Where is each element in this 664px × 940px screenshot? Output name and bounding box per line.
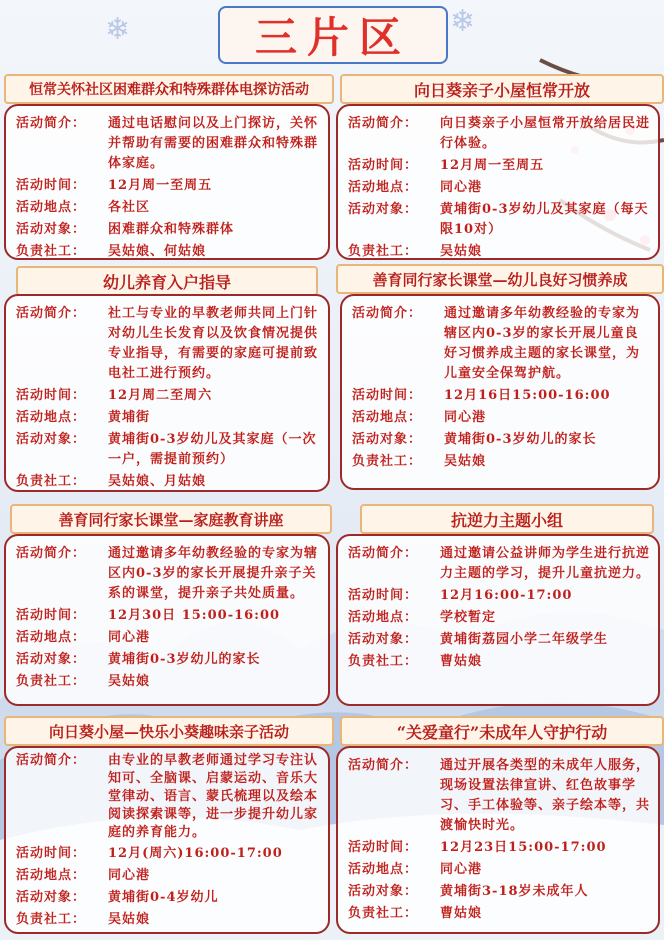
time-value: 12月周二至周六 <box>108 388 213 403</box>
place-value: 同心港 <box>108 868 151 883</box>
target-value: 黄埔街荔园小学二年级学生 <box>440 632 609 647</box>
intro-label: 活动简介： <box>16 546 87 561</box>
snowflake-icon: ❄ <box>450 4 476 39</box>
place-label: 活动地点： <box>348 180 419 195</box>
worker-label: 负责社工： <box>16 244 87 259</box>
time-value: 12月16日15:00-16:00 <box>444 388 611 403</box>
target-value: 黄埔街0-3岁幼儿的家长 <box>108 652 261 667</box>
time-label: 活动时间： <box>16 178 87 193</box>
intro-value: 社工与专业的早教老师共同上门针对幼儿生长发育以及饮食情况提供专业指导，有需要的家庭可提前致电社工进行预约。 <box>108 306 319 381</box>
worker-label: 负责社工： <box>16 674 87 689</box>
time-value: 12月23日15:00-17:00 <box>440 840 607 855</box>
time-label: 活动时间： <box>16 608 87 623</box>
intro-label: 活动简介： <box>348 546 419 561</box>
worker-label: 负责社工： <box>352 454 423 469</box>
time-value: 12月周一至周五 <box>440 158 545 173</box>
time-label: 活动时间： <box>348 840 419 855</box>
card-header: 向日葵亲子小屋恒常开放 <box>340 74 664 104</box>
time-value: 12月16:00-17:00 <box>440 588 573 603</box>
card-header: “关爱童行”未成年人守护行动 <box>340 716 664 746</box>
time-label: 活动时间： <box>348 158 419 173</box>
card-header: 恒常关怀社区困难群众和特殊群体电探访活动 <box>4 74 334 104</box>
activity-card <box>336 746 660 934</box>
intro-value: 通过邀请公益讲师为学生进行抗逆力主题的学习，提升儿童抗逆力。 <box>440 546 651 581</box>
activity-card <box>4 534 330 706</box>
time-value: 12月(周六)16:00-17:00 <box>108 846 283 861</box>
target-label: 活动对象： <box>348 202 419 217</box>
time-label: 活动时间： <box>16 388 87 403</box>
place-value: 黄埔街 <box>108 410 151 425</box>
time-value: 12月周一至周五 <box>108 178 213 193</box>
card-header: 抗逆力主题小组 <box>360 504 654 534</box>
target-value: 黄埔街0-3岁幼儿及其家庭（一次一户，需提前预约） <box>108 432 317 467</box>
worker-value: 曹姑娘 <box>440 906 483 921</box>
worker-label: 负责社工： <box>16 474 87 489</box>
worker-value: 吴姑娘 <box>108 674 151 689</box>
time-label: 活动时间： <box>348 588 419 603</box>
target-value: 黄埔街0-3岁幼儿的家长 <box>444 432 597 447</box>
worker-value: 吴姑娘、月姑娘 <box>108 474 207 489</box>
place-value: 各社区 <box>108 200 151 215</box>
activity-card <box>340 294 660 490</box>
target-label: 活动对象： <box>16 432 87 447</box>
intro-value: 通过开展各类型的未成年人服务，现场设置法律宣讲、红色故事学习、手工体验等、亲子绘本等，共渡愉快时光。 <box>440 758 651 833</box>
target-value: 黄埔街3-18岁未成年人 <box>440 884 589 899</box>
place-label: 活动地点： <box>16 410 87 425</box>
worker-value: 吴姑娘 <box>440 244 483 259</box>
intro-label: 活动简介： <box>348 758 419 773</box>
target-label: 活动对象： <box>352 432 423 447</box>
worker-value: 吴姑娘 <box>108 912 151 927</box>
place-label: 活动地点： <box>352 410 423 425</box>
target-label: 活动对象： <box>348 884 419 899</box>
worker-value: 吴姑娘、何姑娘 <box>108 244 207 259</box>
activity-card <box>4 104 330 260</box>
place-label: 活动地点： <box>348 610 419 625</box>
place-value: 同心港 <box>440 862 483 877</box>
activity-card <box>336 104 660 260</box>
intro-label: 活动简介： <box>16 306 87 321</box>
card-header: 幼儿养育入户指导 <box>16 266 318 296</box>
target-label: 活动对象： <box>16 222 87 237</box>
place-label: 活动地点： <box>16 200 87 215</box>
worker-label: 负责社工： <box>348 654 419 669</box>
target-label: 活动对象： <box>16 890 87 905</box>
intro-value: 通过邀请多年幼教经验的专家为辖区内0-3岁的家长开展儿童良好习惯养成主题的家长课堂，为儿童安全保驾护航。 <box>444 306 641 381</box>
intro-value: 通过邀请多年幼教经验的专家为辖区内0-3岁的家长开展提升亲子关系的课堂，提升亲子共处质量。 <box>108 546 319 601</box>
worker-label: 负责社工： <box>348 906 419 921</box>
intro-value: 由专业的早教老师通过学习专注认知可、全脑课、启蒙运动、音乐大堂律动、语言、蒙氏梳理以及绘本阅读探索课等，进一步提升幼儿家庭的养育能力。 <box>108 753 319 840</box>
intro-value: 通过电话慰问以及上门探访，关怀并帮助有需要的困难群众和特殊群体家庭。 <box>108 116 319 171</box>
target-value: 黄埔街0-3岁幼儿及其家庭（每天限10对） <box>440 202 649 237</box>
worker-value: 曹姑娘 <box>440 654 483 669</box>
intro-label: 活动简介： <box>16 116 87 131</box>
time-label: 活动时间： <box>352 388 423 403</box>
place-value: 同心港 <box>108 630 151 645</box>
page-title: 三片区 <box>254 13 411 62</box>
activity-card <box>4 294 330 492</box>
place-label: 活动地点： <box>16 868 87 883</box>
place-value: 学校暂定 <box>440 610 497 625</box>
time-value: 12月30日 15:00-16:00 <box>108 608 281 623</box>
intro-label: 活动简介： <box>348 116 419 131</box>
card-header: 善育同行家长课堂—家庭教育讲座 <box>10 504 332 534</box>
place-label: 活动地点： <box>16 630 87 645</box>
worker-label: 负责社工： <box>348 244 419 259</box>
target-value: 黄埔街0-4岁幼儿 <box>108 890 219 905</box>
intro-value: 向日葵亲子小屋恒常开放给居民进行体验。 <box>440 116 651 151</box>
target-label: 活动对象： <box>348 632 419 647</box>
activity-card <box>4 746 330 934</box>
place-value: 同心港 <box>444 410 487 425</box>
intro-label: 活动简介： <box>352 306 423 321</box>
worker-value: 吴姑娘 <box>444 454 487 469</box>
target-value: 困难群众和特殊群体 <box>108 222 235 237</box>
activity-card <box>336 534 660 706</box>
snowflake-icon: ❄ <box>105 12 131 47</box>
place-label: 活动地点： <box>348 862 419 877</box>
worker-label: 负责社工： <box>16 912 87 927</box>
intro-label: 活动简介： <box>16 753 87 768</box>
card-header: 向日葵小屋—快乐小葵趣味亲子活动 <box>4 716 334 746</box>
page-title-box <box>218 6 448 64</box>
card-header: 善育同行家长课堂—幼儿良好习惯养成 <box>336 264 664 294</box>
place-value: 同心港 <box>440 180 483 195</box>
target-label: 活动对象： <box>16 652 87 667</box>
time-label: 活动时间： <box>16 846 87 861</box>
